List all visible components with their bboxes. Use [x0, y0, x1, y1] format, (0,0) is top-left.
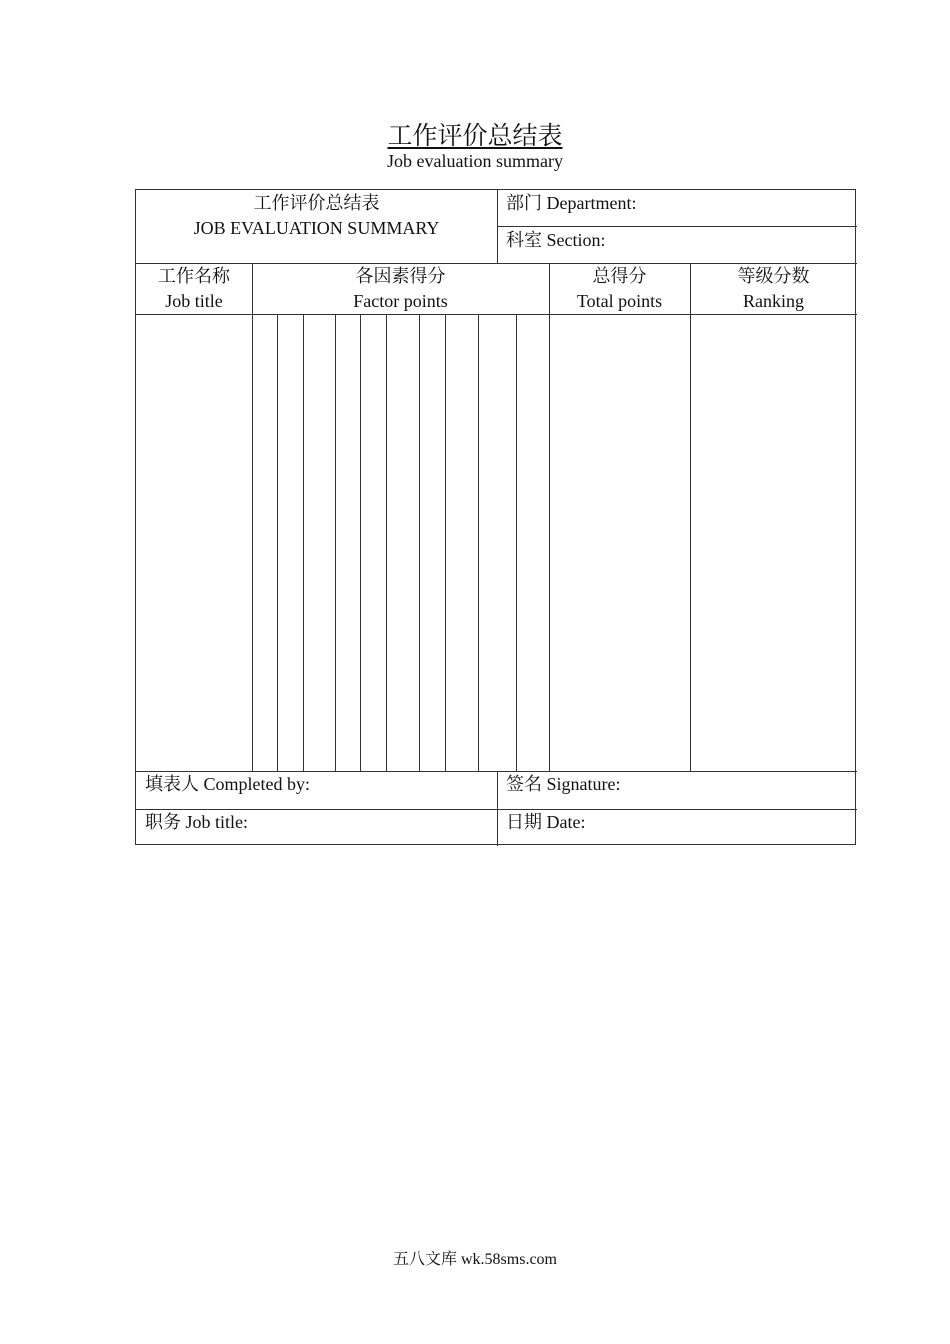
col-head-total-points-en: Total points [576, 291, 663, 311]
date-field[interactable] [506, 810, 585, 835]
completed-by-label-en: Completed by: [203, 774, 310, 794]
col-head-factor-points [252, 264, 549, 314]
total-points-entry-area[interactable] [550, 315, 690, 771]
department-label-en: Department: [546, 193, 637, 213]
document-subtitle: Job evaluation summary [387, 151, 563, 171]
col-head-ranking-cn: 等级分数 [737, 266, 810, 287]
col-head-factor-points-en: Factor points [353, 291, 448, 311]
job-title-label-en: Job title: [185, 812, 248, 832]
col-head-ranking-en: Ranking [743, 291, 804, 311]
page-footer [0, 1246, 950, 1269]
job-title-field[interactable] [145, 810, 248, 835]
col-head-job-title-en: Job title [165, 291, 223, 311]
signature-label-cn: 签名 [506, 774, 542, 795]
footer-brand: 五八文库 [392, 1249, 457, 1268]
rule-top-split [497, 190, 498, 263]
col-head-ranking [690, 264, 857, 314]
signature-field[interactable] [506, 772, 621, 797]
col-head-job-title-cn: 工作名称 [158, 266, 230, 287]
footer-site: wk.58sms.com [461, 1251, 557, 1268]
evaluation-form [135, 189, 856, 845]
col-head-total-points [549, 264, 690, 314]
completed-by-label-cn: 填表人 [145, 774, 199, 795]
signature-label-en: Signature: [546, 774, 621, 794]
form-header-cn: 工作评价总结表 [253, 193, 380, 214]
job-title-label-cn: 职务 [145, 812, 181, 833]
section-label-cn: 科室 [506, 230, 542, 251]
rule-footer-split [497, 771, 498, 846]
date-label-en: Date: [546, 812, 586, 832]
date-label-cn: 日期 [506, 812, 542, 833]
col-head-factor-points-cn: 各因素得分 [355, 266, 446, 287]
form-header-en: JOB EVALUATION SUMMARY [193, 218, 440, 238]
job-title-entry-area[interactable] [136, 315, 252, 771]
ranking-entry-area[interactable] [691, 315, 857, 771]
document-title: 工作评价总结表 [387, 121, 563, 150]
section-label-en: Section: [546, 230, 606, 250]
form-header-block [136, 191, 497, 241]
department-label-cn: 部门 [506, 193, 542, 214]
factor-points-entry-area[interactable] [253, 315, 549, 771]
rule-dept-section [497, 226, 857, 227]
col-head-total-points-cn: 总得分 [592, 266, 647, 287]
section-field[interactable] [506, 228, 606, 253]
col-head-job-title [136, 264, 252, 314]
completed-by-field[interactable] [145, 772, 310, 797]
department-field[interactable] [506, 191, 636, 216]
